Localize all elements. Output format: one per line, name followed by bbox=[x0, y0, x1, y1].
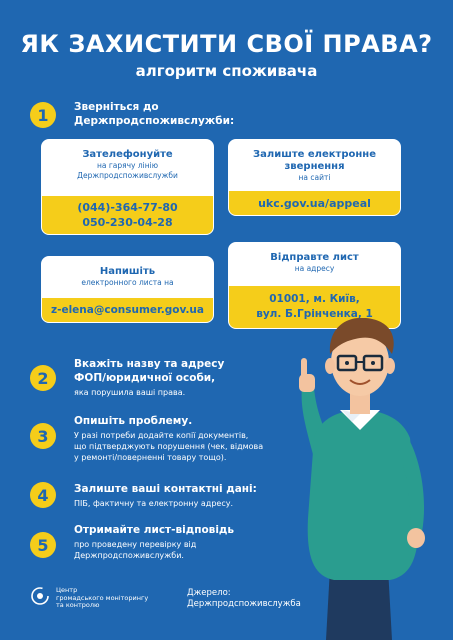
email-card-title: Напишіть bbox=[99, 266, 156, 277]
address-line-2: вул. Б.Грінченка, 1 bbox=[256, 308, 373, 320]
step-3-sub-line1: У разі потреби додайте копії документів, bbox=[74, 431, 249, 440]
appeal-card-title-line2: звернення bbox=[284, 161, 345, 172]
step-5-sub-line2: Держпродспоживслужби. bbox=[74, 551, 184, 560]
step-4-title: Залиште ваші контактні дані: bbox=[74, 483, 257, 495]
letter-card-sub: на адресу bbox=[294, 264, 335, 273]
step-3-sub-line2: що підтверджують порушення (чек, відмова bbox=[74, 442, 264, 451]
org-name-line3: та контролю bbox=[56, 601, 100, 609]
email-link[interactable]: z-elena@consumer.gov.ua bbox=[50, 303, 204, 316]
step-5-sub-line1: про проведену перевірку від bbox=[74, 540, 197, 549]
step-3-number: 3 bbox=[30, 423, 56, 449]
letter-card-title: Відправте лист bbox=[270, 252, 359, 263]
appeal-card-title-line1: Залиште електронне bbox=[253, 149, 376, 160]
address-line-1: 01001, м. Київ, bbox=[269, 293, 360, 305]
step-4-number: 4 bbox=[30, 482, 56, 508]
step-3-title: Опишіть проблему. bbox=[74, 415, 193, 427]
step-2-sub: яка порушила ваші права. bbox=[74, 388, 186, 397]
step-2-title-line1: Вкажіть назву та адресу bbox=[74, 358, 225, 370]
call-card-phones bbox=[42, 196, 213, 234]
step-1-title-line1: Зверніться до bbox=[74, 101, 159, 113]
page-title: ЯК ЗАХИСТИТИ СВОЇ ПРАВА? bbox=[20, 30, 433, 58]
appeal-card bbox=[228, 139, 401, 216]
step-5-number: 5 bbox=[30, 532, 56, 558]
step-1-title-line2: Держпродспоживслужби: bbox=[74, 115, 235, 127]
step-1-number: 1 bbox=[30, 102, 56, 128]
step-1-title bbox=[74, 100, 234, 128]
appeal-card-sub: на сайті bbox=[298, 173, 331, 182]
appeal-card-band bbox=[229, 191, 400, 215]
page-subtitle: алгоритм споживача bbox=[135, 62, 318, 80]
step-3-sub-line3: у ремонті/поверненні товару тощо). bbox=[74, 453, 227, 462]
step-5-title: Отримайте лист-відповідь bbox=[74, 524, 235, 536]
hotline-phone-1[interactable]: (044)-364-77-80 bbox=[77, 201, 178, 214]
appeal-link[interactable]: ukc.gov.ua/appeal bbox=[258, 196, 371, 210]
org-name-line1: Центр bbox=[56, 586, 78, 594]
step-2-number: 2 bbox=[30, 365, 56, 391]
call-card-sub-line2: Держпродспоживслужби bbox=[77, 171, 178, 180]
source-name: Держпродспоживслужба bbox=[187, 599, 301, 609]
source bbox=[187, 588, 301, 610]
email-card bbox=[41, 256, 214, 323]
step-2-title bbox=[74, 357, 224, 385]
email-card-sub: електронного листа на bbox=[81, 278, 174, 287]
step-2-title-line2: ФОП/юридичної особи, bbox=[74, 372, 216, 384]
call-card-title: Зателефонуйте bbox=[82, 149, 173, 160]
org-name bbox=[56, 587, 148, 610]
step-5-sub bbox=[74, 539, 196, 561]
call-card bbox=[41, 139, 214, 235]
step-3-sub bbox=[74, 430, 263, 463]
org-name-line2: громадського моніторингу bbox=[56, 593, 149, 602]
letter-card bbox=[228, 242, 401, 329]
hotline-phone-2[interactable]: 050-230-04-28 bbox=[82, 216, 173, 229]
email-card-band bbox=[42, 298, 213, 322]
step-4-sub: ПІБ, фактичну та електронну адресу. bbox=[74, 499, 233, 508]
ring-logo-icon bbox=[30, 586, 50, 606]
source-label: Джерело: bbox=[187, 588, 231, 598]
call-card-sub-line1: на гарячу лінію bbox=[96, 161, 159, 170]
